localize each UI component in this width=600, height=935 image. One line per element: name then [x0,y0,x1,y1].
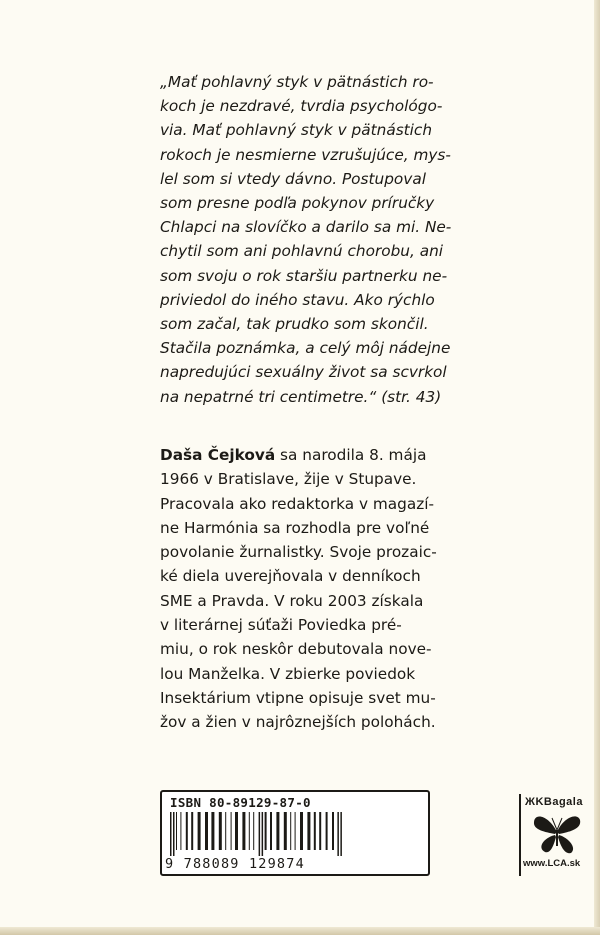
barcode-bar [211,812,214,850]
bio-line [160,443,452,467]
quote-line: Stačila poznámka, a celý môj nádejne [160,339,451,358]
barcode-bar [326,812,328,850]
bio-line: ne Harmónia sa rozhodla pre voľné [160,518,430,537]
barcode-bar [253,812,254,850]
quote-line: rokoch je nesmierne vzrušujúce, mys- [160,145,451,164]
barcode-bar [276,812,279,850]
quote-line: som začal, tak prudko som skončil. [160,315,429,334]
isbn-number: ISBN 80-89129-87-0 [170,795,311,810]
barcode-bar [295,812,296,850]
barcode [170,812,348,856]
barcode-bar [173,812,175,856]
barcode-bar [225,812,226,850]
publisher-block [519,794,592,876]
book-excerpt-quote [160,70,460,409]
barcode-bar [176,812,177,850]
barcode-bar [205,812,208,850]
barcode-bar [284,812,287,850]
butterfly-icon [531,810,583,856]
barcode-bar [319,812,321,850]
barcode-bar [290,812,291,850]
barcode-bar [270,812,272,850]
barcode-bar [219,812,222,850]
bio-line: lou Manželka. V zbierke poviedok [160,664,416,683]
barcode-bar [198,812,201,850]
bio-line: žov a žien v najrôznejších polohách. [160,713,436,732]
barcode-bar [186,812,188,850]
publisher-name: ЖKBagala [525,796,583,808]
quote-line: som svoju o rok staršiu partnerku ne- [160,266,448,285]
barcode-bar [332,812,334,850]
quote-line: koch je nezdravé, tvrdia psychológo- [160,97,443,116]
quote-line: na nepatrné tri centimetre.“ (str. 43) [160,387,442,406]
barcode-bar [180,812,181,850]
publisher-url: www.LCA.sk [523,858,581,869]
barcode-bar [191,812,193,850]
barcode-bar [300,812,303,850]
quote-line: Chlapci na slovíčko a darilo sa mi. Ne- [160,218,452,237]
bio-line: ké diela uverejňovala v denníkoch [160,567,421,586]
quote-line: via. Mať pohlavný styk v pätnástich [160,121,433,140]
quote-line: chytil som ani pohlavnú chorobu, ani [160,242,444,261]
barcode-digits: 9 788089 129874 [165,856,305,872]
page-edge [594,0,600,935]
bio-line: v literárnej súťaži Poviedka pré- [160,616,402,635]
barcode-bar [337,812,339,856]
quote-line: lel som si vtedy dávno. Postupoval [160,169,426,188]
author-name: Daša Čejková [160,446,276,464]
barcode-bar [307,812,310,850]
quote-line: priviedol do iného stavu. Ako rýchlo [160,290,435,309]
bio-line: Pracovala ako redaktorka v magazí- [160,494,435,513]
bio-line: 1966 v Bratislave, žije v Stupave. [160,470,417,489]
bio-line: povolanie žurnalistky. Svoje prozaic- [160,543,437,562]
barcode-bar [340,812,342,856]
quote-line: „Mať pohlavný styk v pätnástich ro- [160,73,434,91]
bio-text: sa narodila 8. mája [275,446,427,464]
bio-line: miu, o rok neskôr debutovala nove- [160,640,432,659]
author-biography [160,443,452,735]
barcode-bar [242,812,245,850]
barcode-bar [314,812,316,850]
barcode-bar [231,812,232,850]
barcode-bar [262,812,264,856]
barcode-bar [265,812,267,850]
barcode-bar [259,812,261,856]
page-edge [0,927,600,935]
bio-line: SME a Pravda. V roku 2003 získala [160,591,424,610]
quote-line: napredujúci sexuálny život sa scvrkol [160,363,447,382]
bio-line: Insektárium vtipne opisuje svet mu- [160,688,436,707]
quote-line: som presne podľa pokynov príručky [160,194,435,213]
barcode-bar [249,812,250,850]
isbn-barcode-panel [160,790,583,876]
barcode-bar [235,812,238,850]
barcode-bar [170,812,172,856]
